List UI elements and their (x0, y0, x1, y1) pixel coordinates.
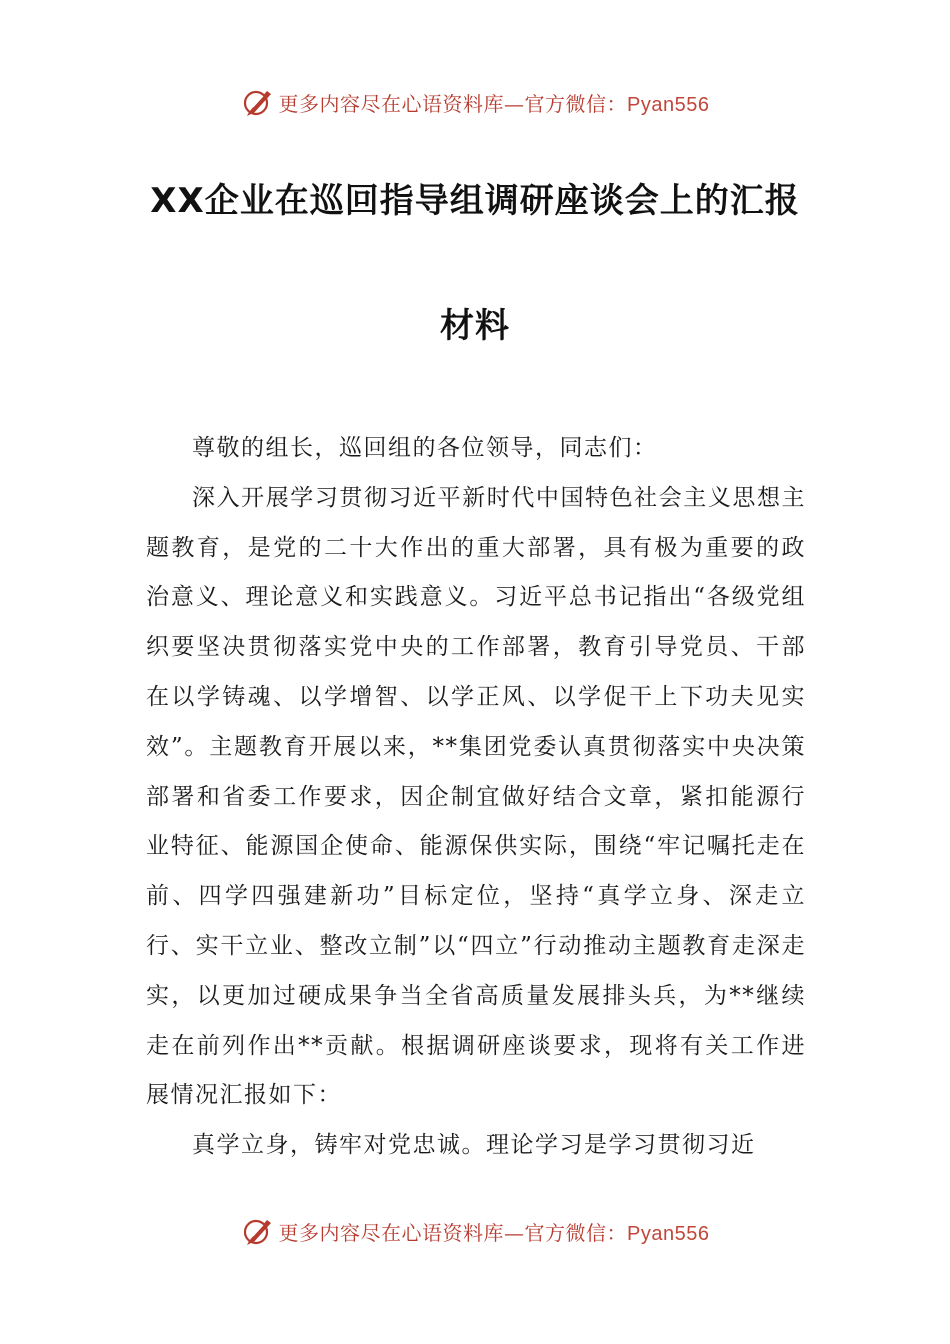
body-paragraph: 深入开展学习贯彻习近平新时代中国特色社会主义思想主题教育，是党的二十大作出的重大部署，具有极为重要的政治意义、理论意义和实践意义。习近平总书记指出“各级党组织要坚决贯彻落实党中央的工作部署，教育引导党员、干部在以学铸魂、以学增智、以学正风、以学促干上下功夫见实效”。主题教育开展以来，**集团党委认真贯彻落实中央决策部署和省委工作要求，因企制宜做好结合文章，紧扣能源行业特征、能源国企使命、能源保供实际，围绕“牢记嘱托走在前、四学四强建新功”目标定位，坚持“真学立身、深走立行、实干立业、整改立制”以“四立”行动推动主题教育走深走实，以更加过硬成果争当全省高质量发展排头兵，为**继续走在前列作出**贡献。根据调研座谈要求，现将有关工作进展情况汇报如下： (146, 484, 806, 1109)
watermark-handle: Pyan556 (627, 93, 710, 116)
salutation: 尊敬的组长，巡回组的各位领导，同志们： (192, 435, 658, 461)
watermark-text: 更多内容尽在心语资料库—官方微信：Pyan556 (278, 1220, 710, 1245)
header-watermark (0, 82, 950, 122)
footer-watermark (0, 1211, 950, 1251)
watermark-handle: Pyan556 (627, 1222, 710, 1245)
document-title: XX企业在巡回指导组调研座谈会上的汇报 (150, 181, 800, 221)
watermark-text: 更多内容尽在心语资料库—官方微信：Pyan556 (278, 91, 710, 116)
body-paragraph: 真学立身，铸牢对党忠诚。理论学习是学习贯彻习近 (192, 1132, 756, 1159)
pen-nib-circle-icon (241, 85, 275, 119)
document-body (146, 424, 806, 1171)
document-title-continued: 材料 (440, 306, 510, 346)
pen-nib-circle-icon (241, 1214, 275, 1248)
